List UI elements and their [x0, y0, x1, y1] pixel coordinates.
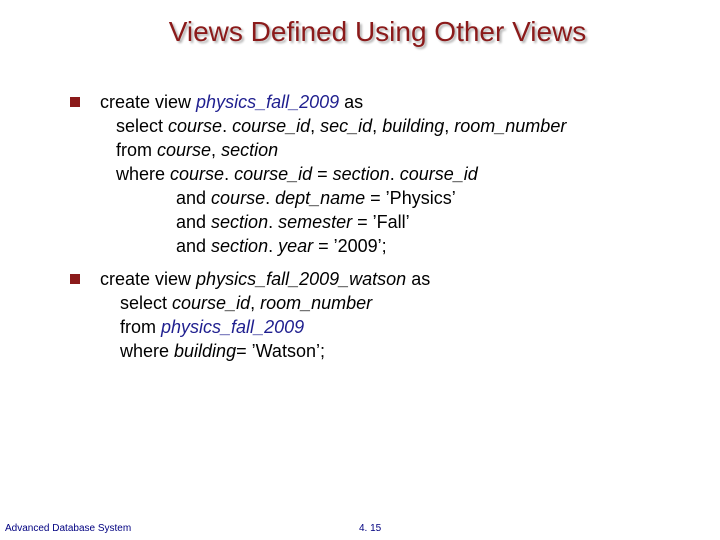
code-line: and section. semester = ’Fall’: [176, 212, 410, 232]
bullet-marker-1: [70, 97, 80, 107]
slide-title: Views Defined Using Other Views: [168, 16, 587, 47]
code-line: from physics_fall_2009: [120, 317, 305, 337]
code-line: where course. course_id = section. course_id: [116, 164, 478, 184]
code-line: where building= ’Watson’;: [120, 341, 325, 361]
code-line: create view physics_fall_2009_watson as: [100, 269, 431, 289]
code-line: select course. course_id, sec_id, building, room_number: [116, 116, 567, 136]
footer-course-name: Advanced Database System: [5, 523, 132, 534]
code-line: and course. dept_name = ’Physics’: [176, 188, 456, 208]
code-line: create view physics_fall_2009 as: [100, 92, 364, 112]
bullet-marker-2: [70, 274, 80, 284]
code-line: select course_id, room_number: [120, 293, 373, 313]
footer-page-number: 4. 15: [359, 523, 382, 534]
code-line: and section. year = ’2009’;: [176, 236, 387, 256]
code-line: from course, section: [116, 140, 279, 160]
